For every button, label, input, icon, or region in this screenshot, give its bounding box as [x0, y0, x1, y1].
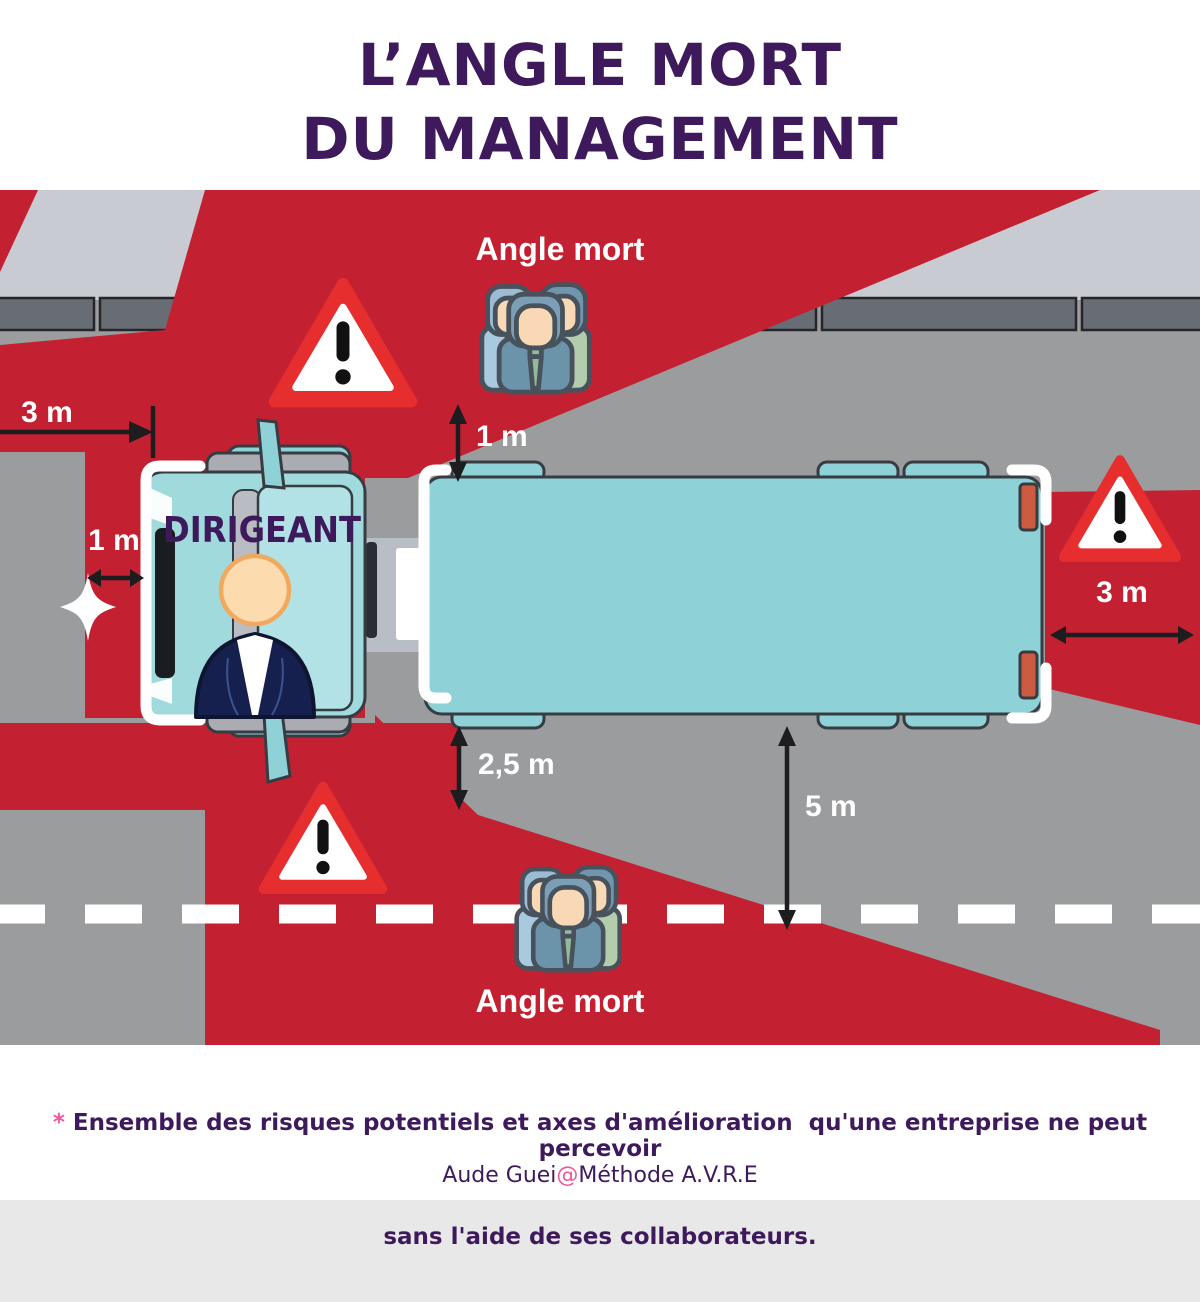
page-title — [0, 28, 1200, 176]
title-line-1: L’ANGLE MORT — [357, 31, 843, 99]
svg-text:5 m: 5 m — [805, 790, 857, 823]
crowd-top — [482, 285, 590, 393]
credit-line — [0, 1163, 1200, 1188]
svg-text:1 m: 1 m — [476, 420, 528, 453]
credit-method: Méthode A.V.R.E — [578, 1163, 758, 1188]
truck-coupling-bar — [366, 542, 377, 638]
measure-door-gap — [87, 524, 144, 587]
driver-label: DIRIGEANT — [163, 510, 362, 551]
blind-spot-label-bottom: Angle mort — [475, 983, 645, 1019]
footnote-line-2: sans l'aide de ses collaborateurs. — [383, 1224, 817, 1250]
svg-text:2,5 m: 2,5 m — [478, 748, 555, 781]
trailer-rear-light-top — [1020, 484, 1037, 530]
blind-spot-diagram — [0, 190, 1200, 1045]
credit-name: Aude Guei — [442, 1163, 557, 1188]
blind-spot-label-top: Angle mort — [475, 231, 645, 267]
title-line-2: DU MANAGEMENT — [301, 105, 899, 173]
trailer-rear-light-bottom — [1020, 652, 1037, 698]
trailer-body — [425, 477, 1042, 714]
svg-text:3 m: 3 m — [1096, 576, 1148, 609]
svg-text:3 m: 3 m — [21, 396, 73, 429]
crowd-bottom — [517, 867, 620, 970]
credit-at-symbol: @ — [556, 1163, 579, 1188]
footnote-text-1: Ensemble des risques potentiels et axes d'amélioration qu'une entreprise ne peut percevoir — [64, 1110, 1156, 1162]
footnote-asterisk: * — [52, 1110, 65, 1136]
svg-text:1 m: 1 m — [88, 524, 140, 557]
driver-head — [221, 556, 289, 624]
footnote-line-1 — [0, 1110, 1200, 1162]
